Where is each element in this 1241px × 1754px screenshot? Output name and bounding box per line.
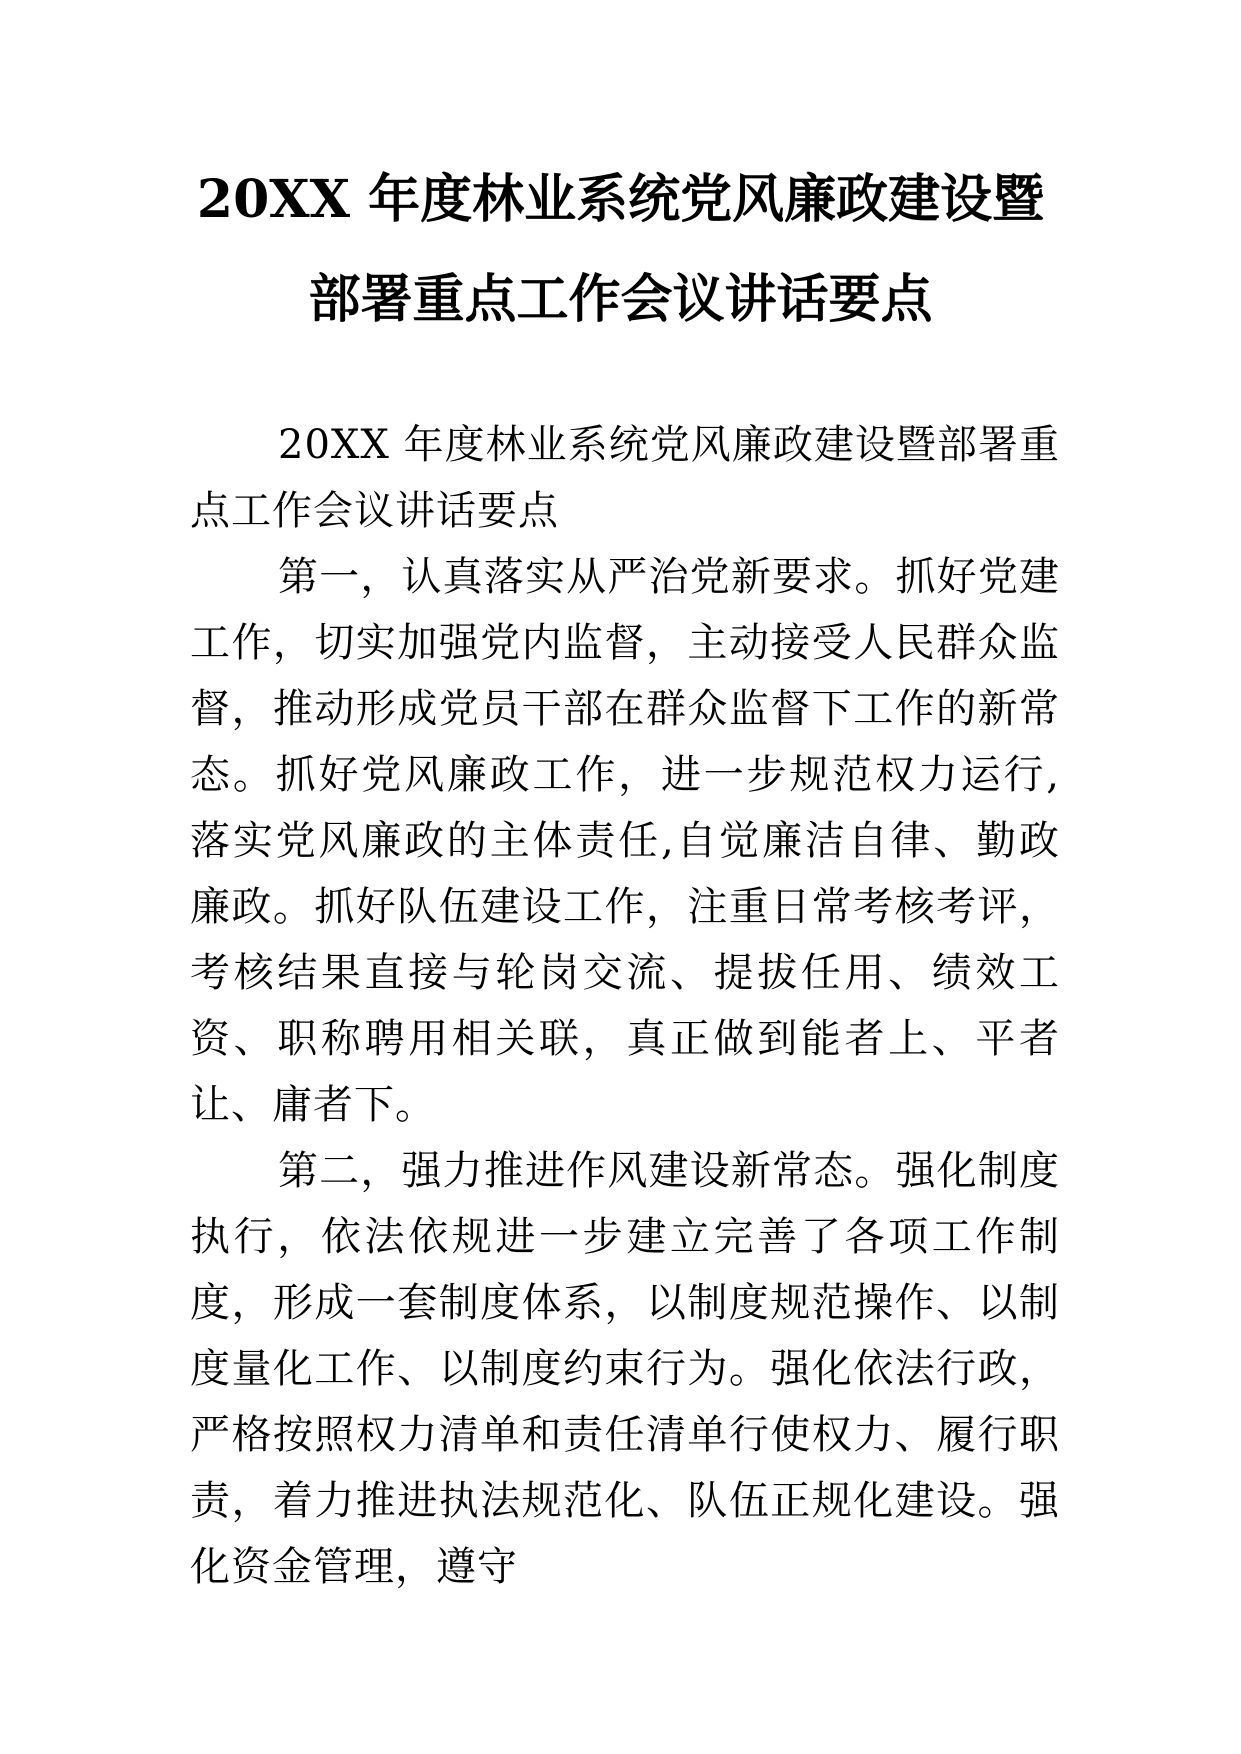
paragraph-second-point: 第二，强力推进作风建设新常态。强化制度执行，依法依规进一步建立完善了各项工作制度，形成一套制度体系，以制度规范操作、以制度量化工作、以制度约束行为。强化依法行政，严格按照权力清单和责任清单行使权力、履行职责，着力推进执法规范化、队伍正规化建设。强化资金管理，遵守 [190,1148,1060,1590]
paragraph-subtitle: 20XX 年度林业系统党风廉政建设暨部署重点工作会议讲话要点 [190,422,1060,534]
document-body [190,412,1060,1600]
title-line-1: 20XX 年度林业系统党风廉政建设暨 [196,169,1045,230]
title-line-2: 部署重点工作会议讲话要点 [308,269,933,330]
paragraph-first-point: 第一，认真落实从严治党新要求。抓好党建工作，切实加强党内监督，主动接受人民群众监督，推动形成党员干部在群众监督下工作的新常态。抓好党风廉政工作，进一步规范权力运行,落实党风廉政的主体责任,自觉廉洁自律、勤政廉政。抓好队伍建设工作，注重日常考核考评，考核结果直接与轮岗交流、提拔任用、绩效工资、职称聘用相关联，真正做到能者上、平者让、庸者下。 [190,554,1060,1128]
document-title [150,150,1091,350]
